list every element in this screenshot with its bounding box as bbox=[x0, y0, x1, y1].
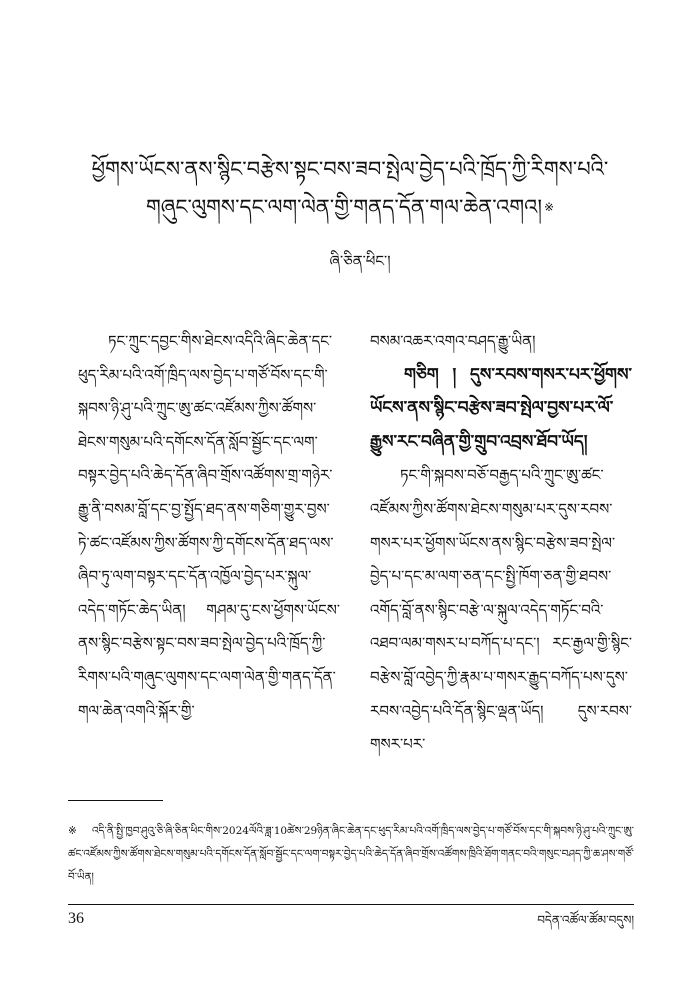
section-heading: གཅིག ། དུས་རབས་གསར་པར་ཕྱོགས་ཡོངས་ནས་སྙིང་བརྩེས་ཟབ་སྤེལ་བྱས་པར་ལོ་རྒྱུས་རང་བཞིན་གྱི་གྲུབ་འབྲས་ཐོབ་ཡོད། bbox=[370, 364, 632, 452]
section-paragraph: ཏང་གི་སྐབས་བཅོ་བརྒྱད་པའི་ཀྲུང་ཨུ་ཚང་འཛོམས་ཀྱིས་ཚོགས་ཐེངས་གསུམ་པར་དུས་རབས་གསར་པར་ཕྱོགས་ཡོངས་ནས་སྙིང་བརྩེས་ཟབ་སྤེལ་བྱེད་པ་དང་མ་ལག་ཅན་དང་སྤྱི་ཁོག་ཅན་གྱི་ཐབས་འགོད་བློ་ནས་སྙིང་བརྩེ་ལ་སྐུལ་འདེད་གཏོང་བའི་འཐབ་ལམ་གསར་པ་བཀོད་པ་དང་། རང་རྒྱལ་གྱི་སྙིང་བརྩེས་བློ་འབྱེད་ཀྱི་རྣམ་པ་གསར་རྒྱུད་བཀོད་པས་དུས་རབས་འབྱེད་པའི་དོན་སྙིང་ལྡན་ཡོད། དུས་རབས་གསར་པར་ bbox=[370, 466, 632, 754]
continued-paragraph: བསམ་འཆར་འགའ་བཤད་རྒྱུ་ཡིན། bbox=[370, 332, 536, 350]
author-name: ཞི་ཅིན་ཕིང་། bbox=[329, 252, 391, 270]
footnote-divider bbox=[68, 800, 163, 801]
intro-paragraph: ཏང་ཀྲུང་དབྱང་གིས་ཐེངས་འདིའི་ཞིང་ཆེན་དང་ཕུད་རིམ་པའི་འགོ་ཁྲིད་ལས་བྱེད་པ་གཙོ་བོས་དང་གི་སྐབས་ཉི་ཤུ་པའི་ཀྲུང་ཨུ་ཚང་འཛོམས་ཀྱིས་ཚོགས་ཐེངས་གསུམ་པའི་དགོངས་དོན་སློབ་སྦྱོང་དང་ལག་བསྟར་བྱེད་པའི་ཆེད་དོན་ཞིབ་གྲོས་འཚོགས་གྲ་གཉེར་རྒྱུ་ནི་བསམ་བློ་དང་བྱ་སྤྱོད་ཐད་ནས་གཅིག་གྱུར་བྱས་ཏེ་ཚང་འཛོམས་ཀྱིས་ཚོགས་ཀྱི་དགོངས་དོན་ཐད་ལས་ཞིབ་ཏུ་ལག་བསྟར་དང་དོན་འཁྱོལ་བྱེད་པར་སྐུལ་འདེད་གཏོང་ཆེད་ཡིན། གཤམ་དུ་ངས་ཕྱོགས་ཡོངས་ནས་སྙིང་བརྩེས་སྟང་བས་ཟབ་སྤེལ་བྱེད་པའི་ཁྲོད་ཀྱི་རིགས་པའི་གཞུང་ལུགས་དང་ལག་ལེན་གྱི་གནད་དོན་གལ་ཆེན་འགའི་སྐོར་གྱི་ bbox=[78, 332, 340, 720]
title-line-1: ཕྱོགས་ཡོངས་ནས་སྙིང་བརྩེས་སྟང་བས་ཟབ་སྤེལ་བྱེད་པའི་ཁྲོད་ཀྱི་རིགས་པའི་ bbox=[91, 157, 609, 181]
footer-divider bbox=[68, 904, 634, 905]
journal-name: བདེན་འཚོལ་ཚོམ་བདུས། bbox=[537, 913, 634, 927]
title-line-2 bbox=[90, 188, 610, 226]
title-line-2-text: གཞུང་ལུགས་དང་ལག་ལེན་གྱི་གནད་དོན་གལ་ཆེན་འགའ། bbox=[145, 195, 542, 219]
page-number: 36 bbox=[68, 910, 84, 927]
article-title bbox=[90, 150, 610, 226]
left-column bbox=[78, 325, 340, 728]
footnote: ※འདི་ནི་སྤྱི་ཁྱབ་ཤུའུ་ཅི་ཞི་ཅིན་ཕིང་གིས་2024ལོའི་ཟླ་10ཚེས་29ཉིན་ཞིང་ཆེན་དང་ཕུད་རིམ་པའི་འགོ་ཁྲིད་ལས་བྱེད་པ་གཙོ་བོས་དང་གི་སྐབས་ཉི་ཤུ་པའི་ཀྲུང་ཨུ་ཚང་འཛོམས་ཀྱིས་ཚོགས་ཐེངས་གསུམ་པའི་དགོངས་དོན་སློབ་སྦྱོང་དང་ལག་བསྟར་བྱེད་པའི་ཆེད་དོན་ཞིབ་གྲོས་འཚོགས་ཁྲིའི་ཐོག་གནང་བའི་གསུང་བཤད་ཀྱི་ཆ་ཤས་གཙོ་བོ་ཡིན། bbox=[68, 825, 634, 883]
footnote-marker: ※ bbox=[544, 200, 555, 214]
right-column bbox=[370, 325, 632, 762]
